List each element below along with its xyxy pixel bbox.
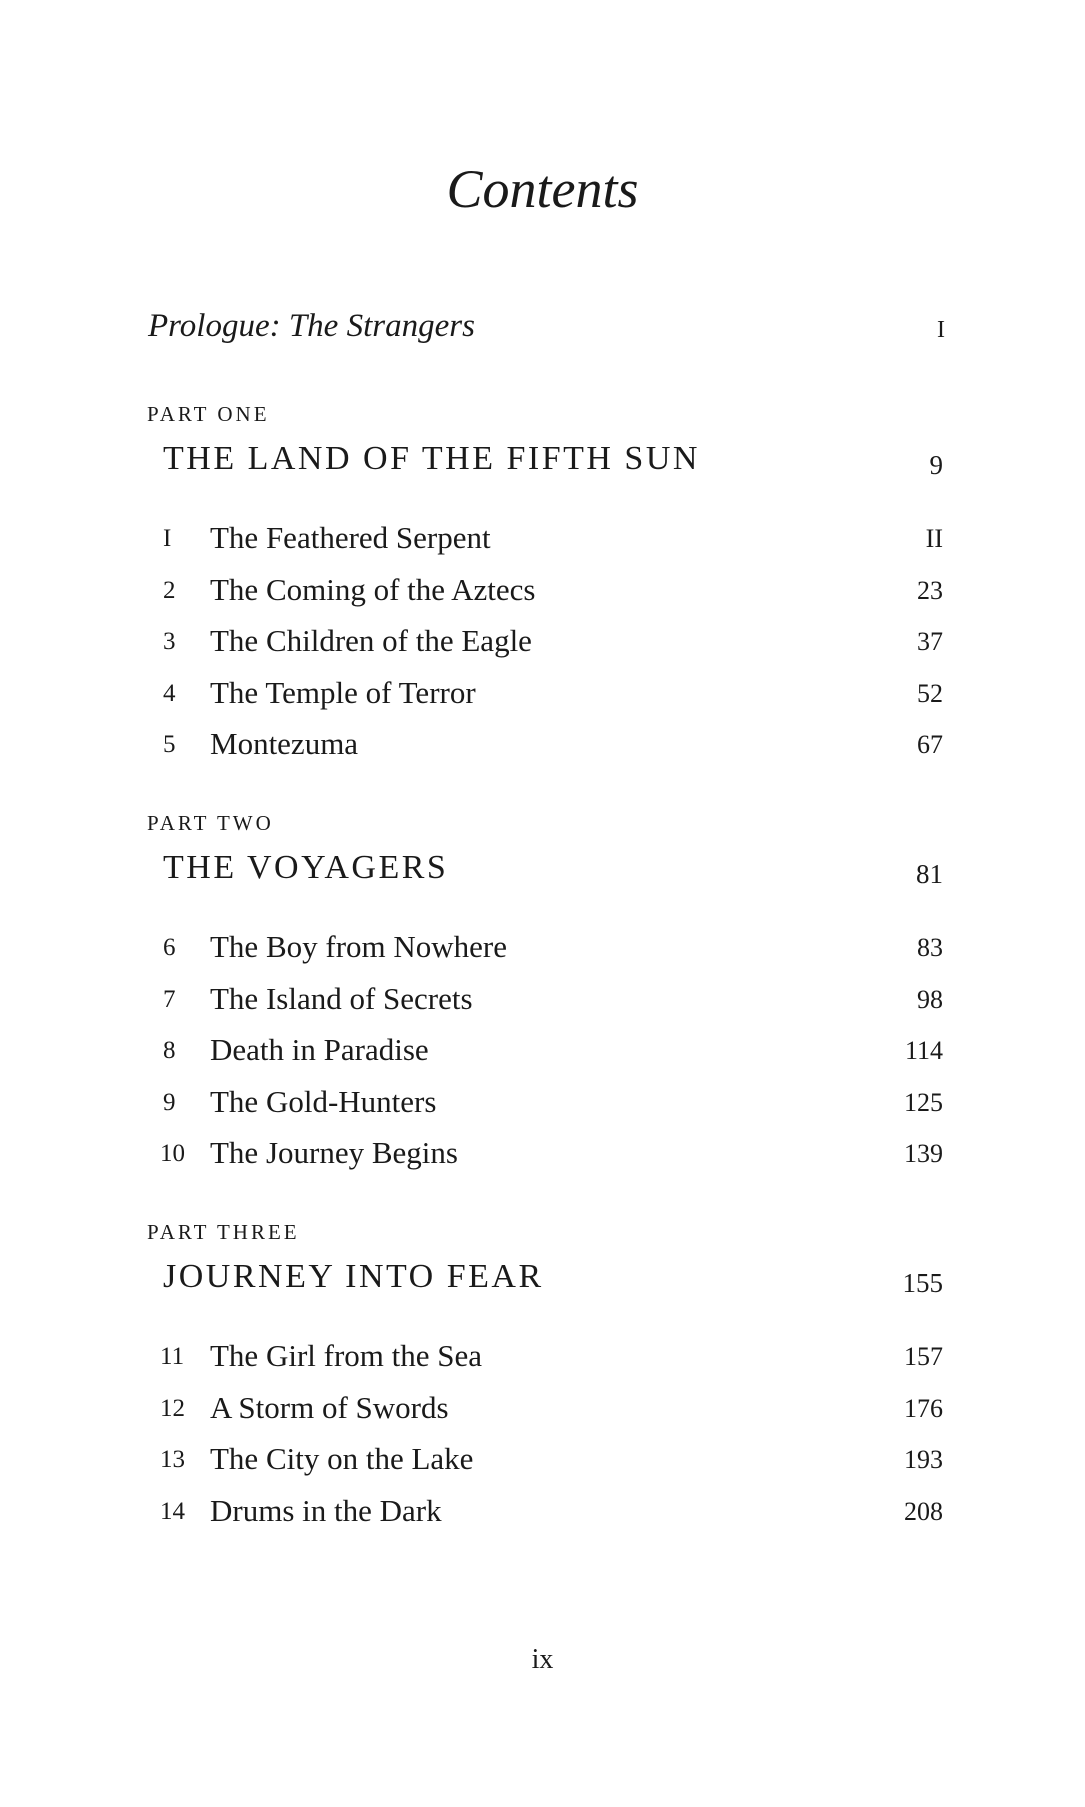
chapter-page-number: 176 (904, 1393, 943, 1423)
chapter-page-number: 208 (904, 1496, 943, 1526)
chapter-page-number: 23 (917, 575, 943, 605)
chapter-number: 6 (163, 934, 176, 961)
chapter-page-number: 139 (904, 1139, 943, 1168)
chapter-list (0, 1340, 1085, 1546)
chapter-entry[interactable] (0, 1034, 1085, 1086)
chapter-entry[interactable] (0, 980, 1085, 1035)
chapter-entry[interactable] (0, 625, 1085, 677)
chapter-page-number: 37 (917, 627, 943, 656)
part-title[interactable]: THE LAND OF THE FIFTH SUN (163, 440, 700, 477)
chapter-number: 12 (160, 1394, 185, 1422)
chapter-page-number: 157 (904, 1342, 943, 1371)
chapter-number: 8 (163, 1037, 176, 1064)
chapter-page-number: 52 (917, 678, 943, 708)
chapter-title: The City on the Lake (210, 1441, 474, 1476)
chapter-entry[interactable] (0, 931, 1085, 983)
prologue-page-number: I (937, 317, 945, 343)
chapter-title: The Boy from Nowhere (210, 929, 507, 964)
chapter-title: The Gold-Hunters (210, 1083, 437, 1119)
chapter-title: The Girl from the Sea (210, 1338, 483, 1373)
chapter-number: 14 (160, 1497, 185, 1525)
part-label: PART THREE (147, 1220, 300, 1244)
chapter-entry[interactable] (0, 1389, 1085, 1444)
chapter-page-number: 114 (904, 1036, 943, 1065)
chapter-title: The Temple of Terror (210, 674, 476, 710)
chapter-number: 3 (163, 628, 176, 655)
chapter-page-number: 125 (904, 1087, 943, 1117)
chapter-number: 2 (163, 576, 176, 604)
chapter-page-number: 83 (917, 933, 943, 962)
chapter-entry[interactable] (0, 1340, 1085, 1392)
chapter-entry[interactable] (0, 674, 1085, 729)
part-page-number: 9 (929, 450, 943, 480)
chapter-page-number: 193 (904, 1445, 943, 1474)
chapter-list (0, 522, 1085, 780)
chapter-number: 4 (163, 679, 176, 707)
part-title[interactable]: JOURNEY INTO FEAR (163, 1258, 544, 1295)
chapter-title: Death in Paradise (210, 1032, 429, 1067)
chapter-number: 10 (160, 1140, 185, 1167)
chapter-title: The Coming of the Aztecs (210, 571, 536, 607)
chapter-number: I (163, 525, 172, 552)
chapter-title: A Storm of Swords (210, 1389, 449, 1425)
part-label: PART ONE (147, 402, 270, 426)
chapter-page-number: II (925, 524, 943, 553)
chapter-page-number: 98 (917, 984, 943, 1014)
part-title[interactable]: THE VOYAGERS (163, 849, 449, 886)
chapter-entry[interactable] (0, 1137, 1085, 1189)
chapter-list (0, 931, 1085, 1189)
chapter-title: The Island of Secrets (210, 980, 473, 1016)
chapter-entry[interactable] (0, 728, 1085, 780)
part-page-number: 81 (916, 859, 943, 889)
chapter-entry[interactable] (0, 1492, 1085, 1547)
chapter-number: 13 (160, 1446, 185, 1473)
chapter-number: 9 (163, 1088, 176, 1116)
chapter-number: 11 (160, 1343, 185, 1370)
chapter-entry[interactable] (0, 522, 1085, 574)
page-folio: ix (531, 1644, 554, 1675)
chapter-number: 5 (163, 731, 176, 758)
chapter-number: 7 (163, 985, 176, 1013)
page-title: Contents (446, 159, 639, 219)
chapter-title: Drums in the Dark (210, 1492, 442, 1528)
prologue-title[interactable]: Prologue: The Strangers (148, 308, 475, 344)
chapter-entry[interactable] (0, 1443, 1085, 1495)
chapter-title: The Feathered Serpent (210, 520, 491, 555)
part-label: PART TWO (147, 811, 274, 835)
chapter-title: The Children of the Eagle (210, 623, 532, 658)
part-page-number: 155 (902, 1268, 943, 1298)
chapter-entry[interactable] (0, 571, 1085, 626)
chapter-title: Montezuma (210, 726, 359, 761)
chapter-title: The Journey Begins (210, 1135, 458, 1170)
chapter-entry[interactable] (0, 1083, 1085, 1138)
chapter-page-number: 67 (917, 730, 943, 759)
